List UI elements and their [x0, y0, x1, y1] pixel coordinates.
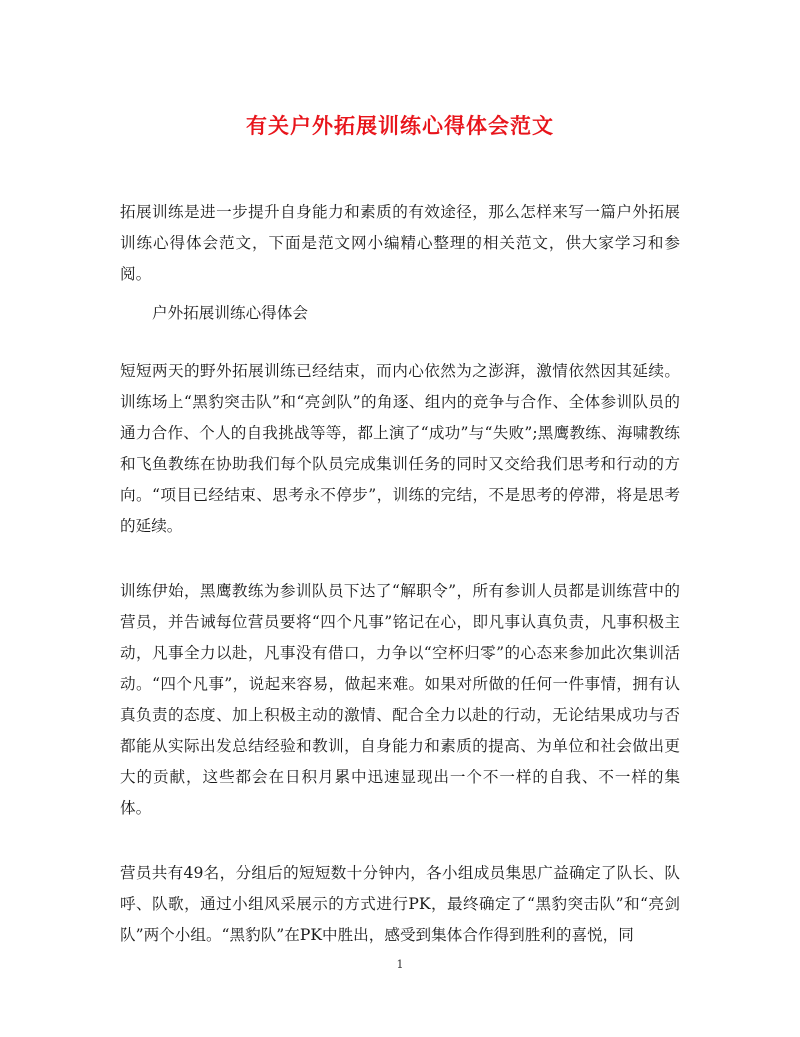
- body-paragraph-1: 短短两天的野外拓展训练已经结束，而内心依然为之澎湃，激情依然因其延续。训练场上“黑豹突击队”和“亮剑队”的角逐、组内的竞争与合作、全体参训队员的通力合作、个人的自我挑战等等，都上演了“成功”与“失败”;黑鹰教练、海啸教练和飞鱼教练在协助我们每个队员完成集训任务的同时又交给我们思考和行动的方向。“项目已经结束、思考永不停步”，训练的完结，不是思考的停滞，将是思考的延续。: [120, 362, 680, 535]
- page-title: 有关户外拓展训练心得体会范文: [246, 113, 554, 138]
- body-paragraph-3: 营员共有49名，分组后的短短数十分钟内，各小组成员集思广益确定了队长、队呼、队歌，通过小组风采展示的方式进行PK，最终确定了“黑豹突击队”和“亮剑队”两个小组。“黑豹队”在PK中胜出，感受到集体合作得到胜利的喜悦，同: [120, 864, 680, 944]
- page-number: 1: [396, 958, 404, 971]
- body-paragraph-2: 训练伊始，黑鹰教练为参训队员下达了“解职令”，所有参训人员都是训练营中的营员，并告诫每位营员要将“四个凡事”铭记在心，即凡事认真负责，凡事积极主动，凡事全力以赴，凡事没有借口，力争以“空杯归零”的心态来参加此次集训活动。“四个凡事”，说起来容易，做起来难。如果对所做的任何一件事情，拥有认真负责的态度、加上积极主动的激情、配合全力以赴的行动，无论结果成功与否都能从实际出发总结经验和教训，自身能力和素质的提高、为单位和社会做出更大的贡献，这些都会在日积月累中迅速显现出一个不一样的自我、不一样的集体。: [120, 582, 680, 817]
- subheading: 户外拓展训练心得体会: [152, 304, 308, 322]
- intro-paragraph: 拓展训练是进一步提升自身能力和素质的有效途径，那么怎样来写一篇户外拓展训练心得体会范文，下面是范文网小编精心整理的相关范文，供大家学习和参阅。: [120, 203, 680, 283]
